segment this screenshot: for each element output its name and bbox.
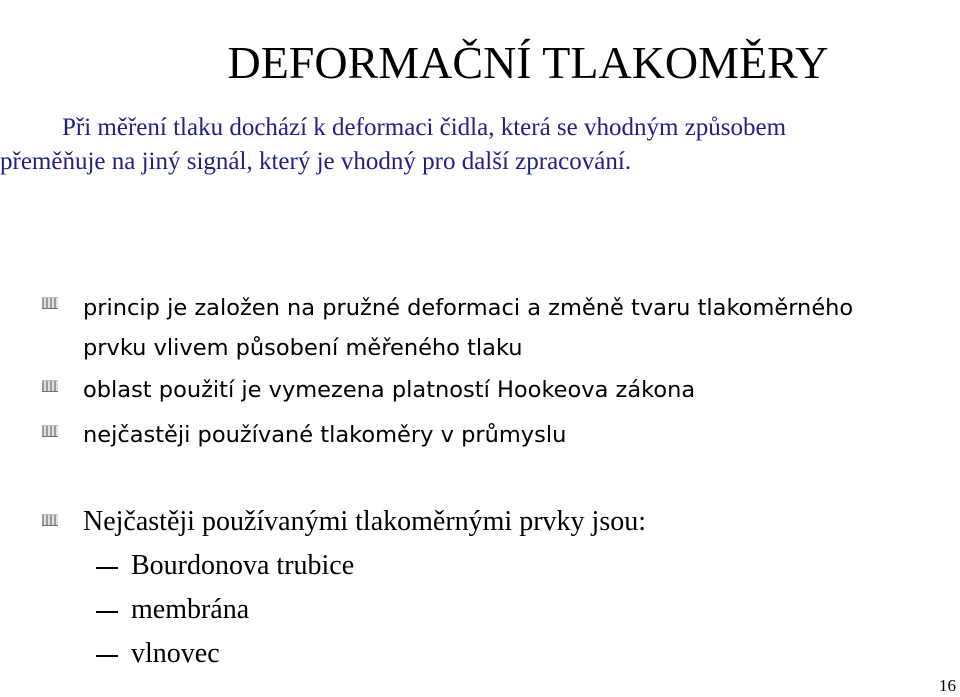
intro-line-1: Při měření tlaku dochází k deformaci čidla, která se vhodným způsobem (62, 114, 787, 141)
dash-bullet (96, 567, 118, 569)
element-item-bourdon: Bourdonova trubice (131, 550, 355, 581)
dash-bullet (96, 611, 118, 613)
slide-title: DEFORMAČNÍ TLAKOMĚRY (227, 36, 829, 88)
square-bullet-icon (42, 297, 58, 309)
bullet-item-principle-line-2: prvku vlivem působení měřeného tlaku (83, 335, 523, 361)
element-item-membrane: membrána (131, 594, 250, 625)
intro-line-2: přeměňuje na jiný signál, který je vhodný pro další zpracování. (0, 148, 632, 175)
elements-heading: Nejčastěji používanými tlakoměrnými prvky jsou: (83, 506, 646, 537)
dash-bullet (96, 655, 118, 657)
square-bullet-icon (42, 425, 58, 437)
square-bullet-icon (42, 380, 58, 392)
element-item-bellows: vlnovec (131, 638, 220, 669)
bullet-item-principle-line-1: princip je založen na pružné deformaci a změně tvaru tlakoměrného (83, 295, 854, 321)
square-bullet-icon (42, 514, 58, 526)
bullet-item-industry: nejčastěji používané tlakoměry v průmyslu (83, 422, 567, 448)
page-number: 16 (939, 676, 956, 695)
bullet-item-usage: oblast použití je vymezena platností Hookeova zákona (83, 377, 696, 403)
